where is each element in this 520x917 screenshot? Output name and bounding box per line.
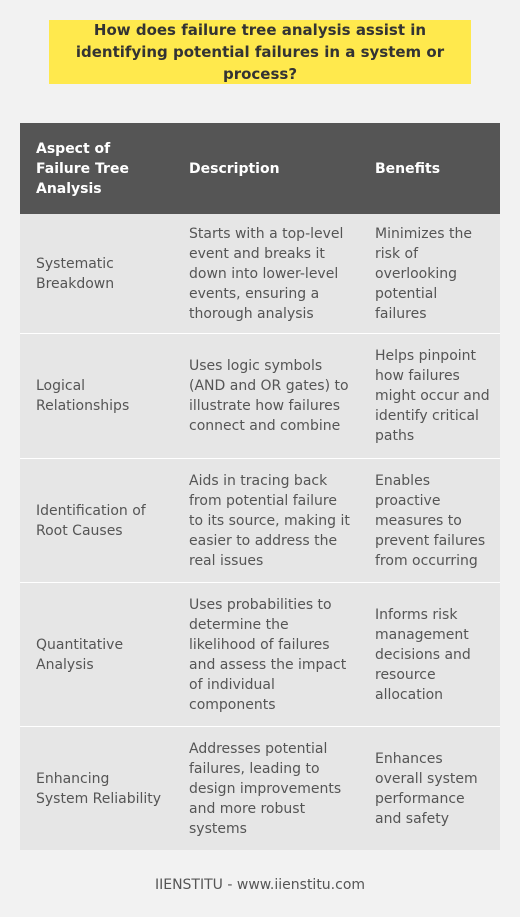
- cell-description: Addresses potential failures, leading to design improvements and more robust systems: [173, 727, 359, 851]
- table-row: [20, 583, 500, 727]
- cell-benefits: Enhances overall system performance and safety: [359, 727, 500, 851]
- cell-aspect: Enhancing System Reliability: [20, 727, 173, 851]
- cell-description: Starts with a top-level event and breaks it down into lower-level events, ensuring a thorough analysis: [173, 214, 359, 334]
- cell-description: Uses probabilities to determine the likelihood of failures and assess the impact of individual components: [173, 583, 359, 727]
- fta-table: [20, 123, 500, 850]
- table-row: [20, 727, 500, 851]
- cell-description: Aids in tracing back from potential failure to its source, making it easier to address the real issues: [173, 459, 359, 583]
- cell-aspect: Identification of Root Causes: [20, 459, 173, 583]
- cell-benefits: Enables proactive measures to prevent failures from occurring: [359, 459, 500, 583]
- cell-benefits: Informs risk management decisions and resource allocation: [359, 583, 500, 727]
- table-header-row: [20, 123, 500, 214]
- cell-benefits: Minimizes the risk of overlooking potential failures: [359, 214, 500, 334]
- header-benefits: Benefits: [359, 123, 500, 214]
- footer-credit: IIENSTITU - www.iienstitu.com: [154, 877, 366, 893]
- table-row: [20, 214, 500, 334]
- header-description: Description: [173, 123, 359, 214]
- cell-aspect: Logical Relationships: [20, 334, 173, 459]
- table-row: [20, 459, 500, 583]
- cell-aspect: Quantitative Analysis: [20, 583, 173, 727]
- table-row: [20, 334, 500, 459]
- cell-description: Uses logic symbols (AND and OR gates) to illustrate how failures connect and combine: [173, 334, 359, 459]
- page-title: How does failure tree analysis assist in identifying potential failures in a system or process?: [75, 21, 445, 83]
- cell-benefits: Helps pinpoint how failures might occur and identify critical paths: [359, 334, 500, 459]
- cell-aspect: Systematic Breakdown: [20, 214, 173, 334]
- title-banner: [49, 20, 471, 84]
- header-aspect: Aspect of Failure Tree Analysis: [20, 123, 173, 214]
